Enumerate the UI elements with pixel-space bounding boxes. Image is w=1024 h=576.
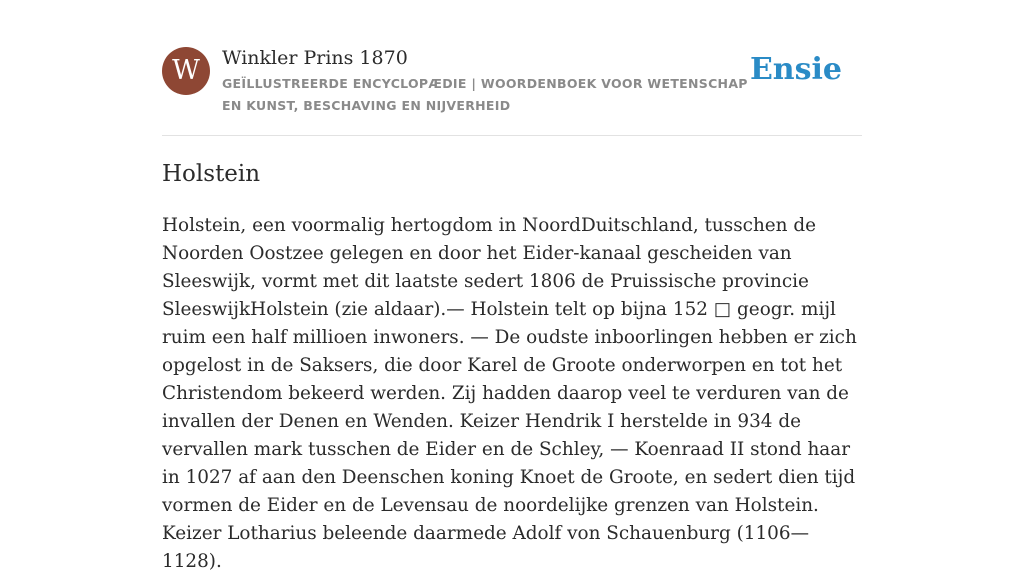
book-title[interactable]: Winkler Prins 1870 <box>222 47 408 69</box>
article-title: Holstein <box>162 161 261 187</box>
ensie-logo-link[interactable]: Ensie <box>749 52 842 87</box>
book-avatar[interactable]: W <box>162 47 210 95</box>
site-header <box>162 45 862 135</box>
header-divider <box>162 135 862 136</box>
article-body: Holstein, een voormalig hertogdom in NoordDuitschland, tusschen de Noorden Oostzee gelegen en door het Eider-kanaal gescheiden van Sleeswijk, vormt met dit laatste sedert 1806 de Pruissische provincie SleeswijkHolstein (zie aldaar).— Holstein telt op bijna 152 □ geogr. mijl ruim een half millioen inwoners. — De oudste inboorlingen hebben er zich opgelost in de Saksers, die door Karel de Groote onderworpen en tot het Christendom bekeerd werden. Zij hadden daarop veel te verduren van de invallen der Denen en Wenden. Keizer Hendrik I herstelde in 934 de vervallen mark tusschen de Eider en de Schley, — Koenraad II stond haar in 1027 af aan den Deenschen koning Knoet de Groote, en sedert dien tijd vormen de Eider en de Levensau de noordelijke grenzen van Holstein. Keizer Lotharius beleende daarmede Adolf von Schauenburg (1106—1128). <box>162 215 857 572</box>
book-subtitle: GEÏLLUSTREERDE ENCYCLOPÆDIE | WOORDENBOEK VOOR WETENSCHAP EN KUNST, BESCHAVING EN NIJVERHEID <box>222 76 748 113</box>
